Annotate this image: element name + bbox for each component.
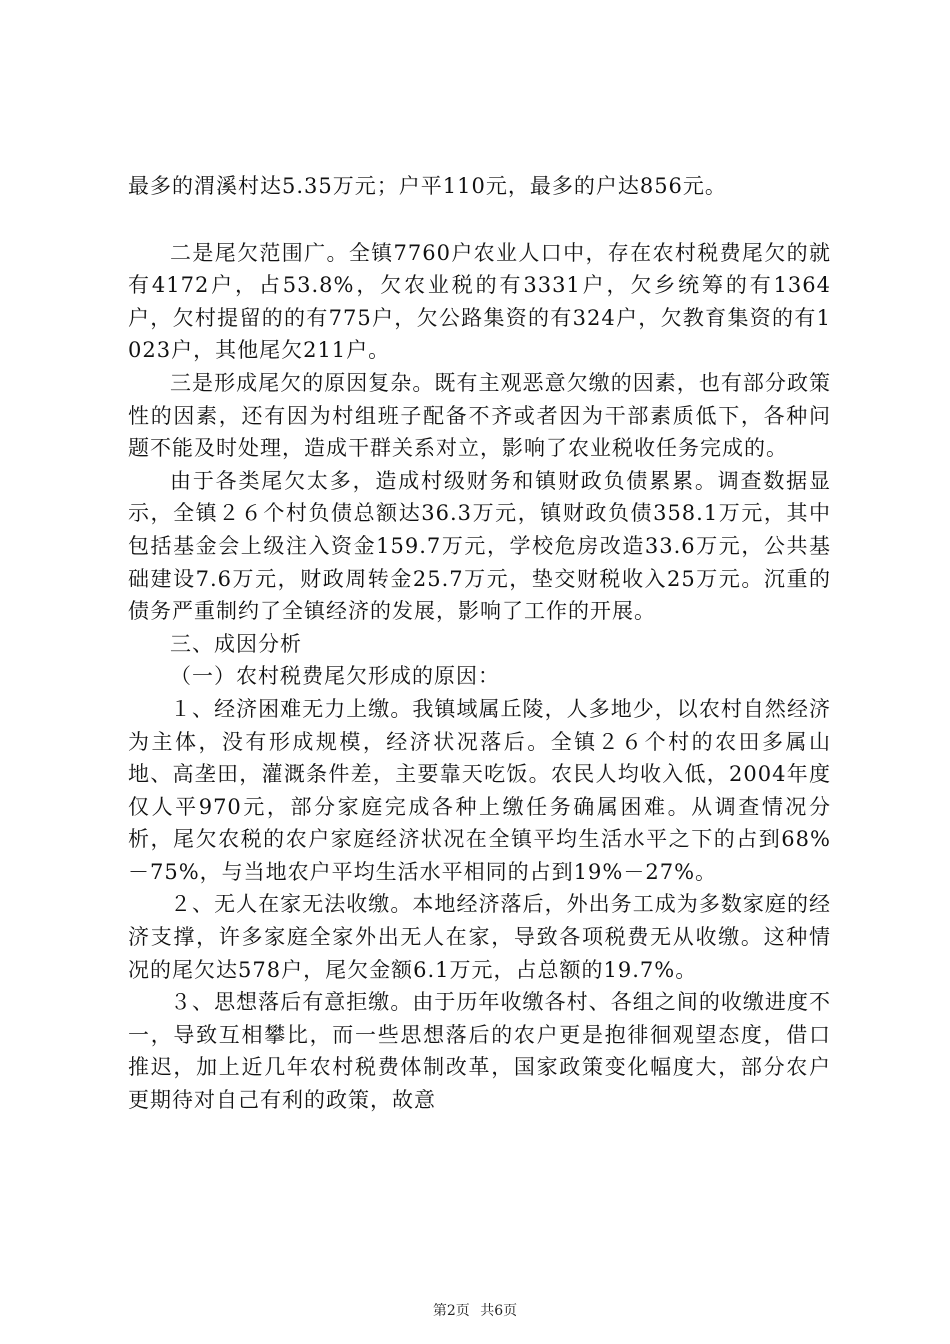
- paragraph-reason-refusal: ３、思想落后有意拒缴。由于历年收缴各村、各组之间的收缴进度不一，导致互相攀比，而一些思想落后的农户更是抱徘徊观望态度，借口推迟，加上近几年农村税费体制改革，国家政策变化幅度大，部分农户更期待对自己有利的政策，故意: [128, 990, 831, 1113]
- section-heading-cause-analysis: 三、成因分析: [170, 631, 302, 656]
- page-footer: [0, 1300, 950, 1320]
- paragraph-arrears-causes: 三是形成尾欠的原因复杂。既有主观恶意欠缴的因素，也有部分政策性的因素，还有因为村组班子配备不齐或者因为干部素质低下，各种问题不能及时处理，造成干群关系对立，影响了农业税收任务完成的。: [128, 370, 831, 461]
- paragraph-arrears-scope: 二是尾欠范围广。全镇7760户农业人口中，存在农村税费尾欠的就有4172户，占53.8%，欠农业税的有3331户，欠乡统筹的有1364户，欠村提留的的有775户，欠公路集资的有324户，欠教育集资的有1023户，其他尾欠211户。: [128, 240, 831, 363]
- page-total: 共6页: [480, 1303, 518, 1319]
- paragraph-reason-economic: １、经济困难无力上缴。我镇域属丘陵，人多地少，以农村自然经济为主体，没有形成规模，经济状况落后。全镇２６个村的农田多属山地、高垄田，灌溉条件差，主要靠天吃饭。农民人均收入低，2004年度仅人平970元，部分家庭完成各种上缴任务确属困难。从调查情况分析，尾欠农税的农户家庭经济状况在全镇平均生活水平之下的占到68%－75%，与当地农户平均生活水平相同的占到19%－27%。: [128, 696, 831, 884]
- document-body: [128, 170, 831, 1117]
- paragraph-debt: 由于各类尾欠太多，造成村级财务和镇财政负债累累。调查数据显示，全镇２６个村负债总额达36.3万元，镇财政负债358.1万元，其中包括基金会上级注入资金159.7万元，学校危房改造33.6万元，公共基础建设7.6万元，财政周转金25.7万元，垫交财税收入25万元。沉重的债务严重制约了全镇经济的发展，影响了工作的开展。: [128, 468, 831, 624]
- page-number: 第2页: [432, 1303, 470, 1319]
- paragraph-reason-absence: ２、无人在家无法收缴。本地经济落后，外出务工成为多数家庭的经济支撑，许多家庭全家外出无人在家，导致各项税费无从收缴。这种情况的尾欠达578户，尾欠金额6.1万元，占总额的19.7%。: [128, 892, 831, 982]
- subsection-heading-reasons: （一）农村税费尾欠形成的原因：: [170, 664, 500, 689]
- paragraph-continuation: 最多的渭溪村达5.35万元；户平110元，最多的户达856元。: [128, 174, 727, 198]
